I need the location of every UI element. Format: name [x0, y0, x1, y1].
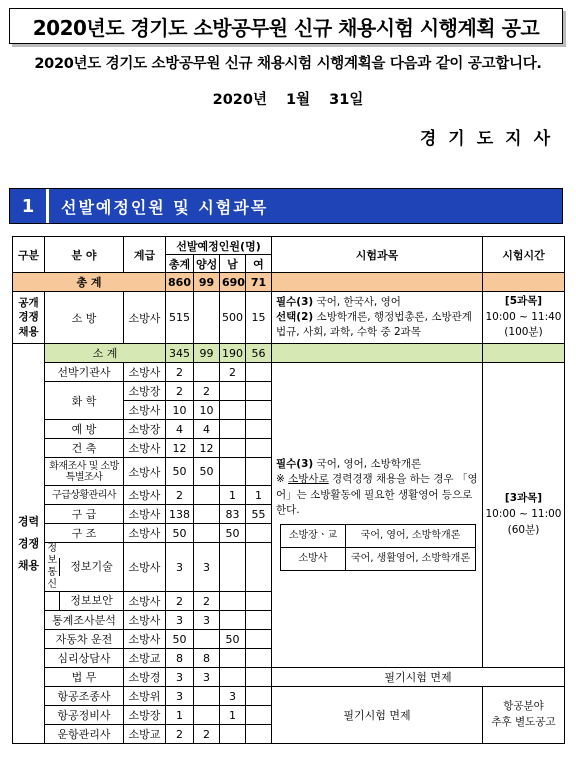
cell-female: [246, 401, 272, 420]
cell-total: 138: [166, 505, 194, 524]
announcement-date: 2020년 1월 31일: [212, 92, 364, 108]
cell-female: [246, 706, 272, 725]
cell-field: 항공조종사: [45, 687, 124, 706]
cell-total: 2: [166, 725, 194, 744]
cell-female: [246, 649, 272, 668]
cell-field: [45, 592, 124, 611]
cell-female: [246, 363, 272, 382]
cell-male: 3: [220, 687, 246, 706]
cell-rank: 소방사: [124, 401, 166, 420]
table-row: [13, 687, 565, 706]
cell-field: 구 급: [45, 505, 124, 524]
cell-total: 2: [166, 382, 194, 401]
time-length: (60분): [507, 523, 540, 536]
cell-male: [220, 668, 246, 687]
subtable-row: [281, 547, 476, 570]
cell-field: 화재조사 및 소방특별조사: [45, 458, 124, 486]
cell-female: [246, 611, 272, 630]
cell-male: [220, 725, 246, 744]
cell-total: 515: [166, 292, 194, 344]
header-planned: 선발예정인원(명): [166, 237, 272, 255]
cell-both: 4: [194, 420, 220, 439]
subtotal-label: 소 계: [45, 344, 166, 363]
cell-male: 690: [220, 273, 246, 292]
cell-male: 1: [220, 706, 246, 725]
subtable-row: [281, 524, 476, 547]
header-male: 남: [220, 255, 246, 273]
cell-male: [220, 611, 246, 630]
grand-total-label: 총 계: [13, 273, 166, 292]
cell-field: 항공정비사: [45, 706, 124, 725]
cell-both: [194, 706, 220, 725]
cell-field: 소 방: [45, 292, 124, 344]
cell-female: [246, 592, 272, 611]
header-field: 분 야: [45, 237, 124, 273]
cell-rank: 소방사: [124, 458, 166, 486]
cell-both: 50: [194, 458, 220, 486]
cell-total: 345: [166, 344, 194, 363]
section-header: [9, 188, 563, 224]
signer: 경기도지사: [419, 129, 562, 149]
cell-male: [220, 420, 246, 439]
time-range: 10:00 ~ 11:00: [485, 508, 562, 521]
cell-rank: 소방경: [124, 668, 166, 687]
cell-male: 190: [220, 344, 246, 363]
cell-field: [45, 543, 124, 592]
cell-total: 10: [166, 401, 194, 420]
written-exempt: 필기시험 면제: [272, 668, 565, 687]
cell-female: [246, 630, 272, 649]
cell-male: [220, 401, 246, 420]
cell-rank: 소방장: [124, 420, 166, 439]
cell-both: 99: [194, 273, 220, 292]
cell-empty: [272, 273, 483, 292]
header-female: 여: [246, 255, 272, 273]
cell-rank: 소방사: [124, 363, 166, 382]
cell-field: 구 조: [45, 524, 124, 543]
cell-both: 2: [194, 382, 220, 401]
cell-rank: 소방장: [124, 382, 166, 401]
time-range: 10:00 ~ 11:40: [485, 310, 562, 323]
header-gubun: 구분: [13, 237, 45, 273]
cell-male: 83: [220, 505, 246, 524]
cell-both: [194, 524, 220, 543]
cell-both: 3: [194, 543, 220, 592]
cell-female: 15: [246, 292, 272, 344]
cell-rank: 소방위: [124, 687, 166, 706]
cell-female: [246, 382, 272, 401]
table-row: [13, 363, 565, 382]
grand-total-row: [13, 273, 565, 292]
career-note: ※ 소방사로 경력경쟁 채용을 하는 경우 「영어」는 소방활동에 필요한 생활영어 등으로 한다.: [276, 473, 478, 516]
cell-female: 56: [246, 344, 272, 363]
cell-total: 12: [166, 439, 194, 458]
section-number: 1: [10, 189, 49, 223]
cell-rank: 소방사: [124, 630, 166, 649]
subtable-rank: 소방사: [281, 547, 346, 570]
cell-field: 예 방: [45, 420, 124, 439]
info-group-label: 정보통신: [47, 543, 57, 590]
cell-rank: 소방사: [124, 486, 166, 505]
cell-total: 3: [166, 668, 194, 687]
time-count: [5과목]: [504, 294, 543, 307]
cell-female: [246, 668, 272, 687]
cell-male: 50: [220, 630, 246, 649]
cell-female: 71: [246, 273, 272, 292]
cell-rank: 소방사: [124, 292, 166, 344]
cell-total: 8: [166, 649, 194, 668]
cell-total: 50: [166, 524, 194, 543]
cell-total: 2: [166, 486, 194, 505]
intro-text: 2020년도 경기도 소방공무원 신규 채용시험 시행계획을 다음과 같이 공고합니다.: [34, 56, 542, 72]
open-subjects: [272, 292, 483, 344]
cell-total: 1: [166, 706, 194, 725]
cell-rank: 소방사: [124, 524, 166, 543]
cell-rank: 소방사: [124, 543, 166, 592]
cell-female: [246, 687, 272, 706]
cell-total: 3: [166, 543, 194, 592]
cell-female: [246, 524, 272, 543]
required-subjects: 국어, 한국사, 영어: [316, 295, 401, 308]
cell-field: 화 학: [45, 382, 124, 420]
cell-male: [220, 649, 246, 668]
cell-male: 500: [220, 292, 246, 344]
cell-total: 3: [166, 687, 194, 706]
cell-both: [194, 486, 220, 505]
cell-both: 3: [194, 668, 220, 687]
cell-both: 12: [194, 439, 220, 458]
recruitment-table: [12, 236, 565, 744]
header-total: 총계: [166, 255, 194, 273]
table-row: [13, 668, 565, 687]
cell-male: [220, 592, 246, 611]
cell-empty: [483, 344, 565, 363]
cell-total: 2: [166, 592, 194, 611]
career-subjects: [272, 363, 483, 668]
cell-female: 55: [246, 505, 272, 524]
time-length: (100분): [504, 326, 543, 339]
cell-rank: 소방교: [124, 649, 166, 668]
header-time: 시험시간: [483, 237, 565, 273]
cell-rank: 소방사: [124, 611, 166, 630]
cell-field: 운항관리사: [45, 725, 124, 744]
cell-total: 3: [166, 611, 194, 630]
cell-rank: 소방사: [124, 592, 166, 611]
elective-subjects: 소방학개론, 행정법총론, 소방관계법규, 사회, 과학, 수학 중 2과목: [276, 310, 472, 339]
header-both: 양성: [194, 255, 220, 273]
cell-both: 8: [194, 649, 220, 668]
cell-male: 2: [220, 363, 246, 382]
header-subjects: 시험과목: [272, 237, 483, 273]
cell-field: 심리상담사: [45, 649, 124, 668]
cell-rank: 소방장: [124, 706, 166, 725]
required-label: 필수(3): [276, 458, 314, 471]
cell-female: [246, 543, 272, 592]
cell-field: 선박기관사: [45, 363, 124, 382]
cell-rank: 소방사: [124, 439, 166, 458]
cell-total: 2: [166, 363, 194, 382]
elective-label: 선택(2): [276, 310, 314, 323]
aviation-time-line2: 추후 별도공고: [491, 716, 556, 728]
cell-rank: 소방사: [124, 505, 166, 524]
cell-male: [220, 458, 246, 486]
cell-both: 3: [194, 611, 220, 630]
required-label: 필수(3): [276, 295, 314, 308]
cell-rank: 소방교: [124, 725, 166, 744]
cell-male: 1: [220, 486, 246, 505]
career-time: [483, 363, 565, 668]
cell-both: 2: [194, 592, 220, 611]
cell-empty: [272, 344, 483, 363]
career-category: 경력경쟁채용: [13, 344, 45, 744]
section-title: 선발예정인원 및 시험과목: [49, 189, 562, 223]
cell-female: [246, 458, 272, 486]
header-rank: 계급: [124, 237, 166, 273]
subtable-subjects: 국어, 생활영어, 소방학개론: [346, 547, 476, 570]
cell-both: [194, 292, 220, 344]
cell-both: 2: [194, 725, 220, 744]
cell-both: [194, 687, 220, 706]
cell-male: [220, 439, 246, 458]
career-subtotal-row: [13, 344, 565, 363]
cell-total: 860: [166, 273, 194, 292]
cell-field: 구급상황관리사: [45, 486, 124, 505]
cell-male: [220, 543, 246, 592]
cell-subfield: 정보보안: [59, 592, 123, 610]
cell-both: [194, 363, 220, 382]
cell-male: 50: [220, 524, 246, 543]
aviation-time-line1: 항공분야: [503, 700, 544, 713]
cell-total: 50: [166, 630, 194, 649]
cell-both: 10: [194, 401, 220, 420]
cell-empty: [483, 273, 565, 292]
open-time: [483, 292, 565, 344]
aviation-time: [483, 687, 565, 744]
open-competition-row: [13, 292, 565, 344]
cell-field: 자동차 운전: [45, 630, 124, 649]
cell-both: [194, 630, 220, 649]
time-count: [3과목]: [504, 492, 543, 505]
cell-total: 4: [166, 420, 194, 439]
cell-total: 50: [166, 458, 194, 486]
cell-both: 99: [194, 344, 220, 363]
cell-female: [246, 420, 272, 439]
cell-field: 법 무: [45, 668, 124, 687]
cell-field: 통계조사분석: [45, 611, 124, 630]
open-category: 공개경쟁채용: [13, 292, 45, 344]
cell-female: 1: [246, 486, 272, 505]
required-subjects: 국어, 영어, 소방학개론: [316, 458, 422, 471]
aviation-exempt: 필기시험 면제: [272, 687, 483, 744]
cell-male: [220, 382, 246, 401]
cell-both: [194, 505, 220, 524]
document-title: 2020년도 경기도 소방공무원 신규 채용시험 시행계획 공고: [9, 8, 563, 44]
cell-female: [246, 725, 272, 744]
subtable-rank: 소방장ㆍ교: [281, 524, 346, 547]
career-subject-subtable: [280, 524, 476, 571]
subtable-subjects: 국어, 영어, 소방학개론: [346, 524, 476, 547]
cell-subfield: 정보기술: [59, 558, 123, 576]
cell-female: [246, 439, 272, 458]
cell-field: 건 축: [45, 439, 124, 458]
